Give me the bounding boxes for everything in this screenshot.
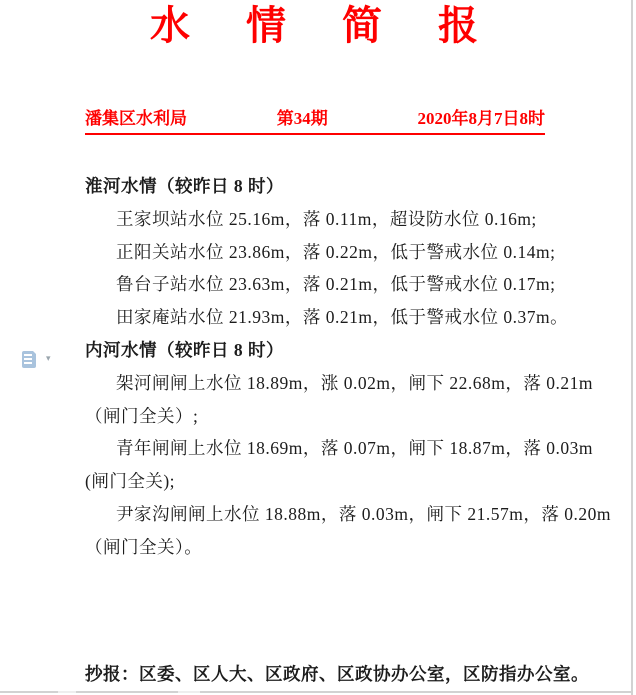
masthead [85, 108, 545, 135]
margin-marker-button[interactable] [22, 351, 58, 373]
body-line: （闸门全关）。 [85, 536, 203, 557]
body-line: 正阳关站水位 23.86m，落 0.22m，低于警戒水位 0.14m; [116, 241, 556, 262]
chevron-down-icon[interactable]: ▾ [46, 354, 51, 364]
body-line: 青年闸闸上水位 18.69m，落 0.07m，闸下 18.87m，落 0.03m [116, 438, 593, 459]
body-line: （闸门全关）; [85, 405, 199, 426]
document-page-icon[interactable] [22, 351, 36, 368]
masthead-datetime: 2020年8月7日8时 [417, 109, 545, 128]
body-line: 田家庵站水位 21.93m，落 0.21m，低于警戒水位 0.37m。 [116, 307, 569, 328]
body-line: 架河闸闸上水位 18.89m，涨 0.02m，闸下 22.68m，落 0.21m [116, 372, 593, 393]
body-line: 王家坝站水位 25.16m，落 0.11m，超设防水位 0.16m; [116, 208, 537, 229]
edge-segment [58, 691, 76, 693]
page-title: 水 情 简 报 [150, 3, 486, 48]
masthead-issue-number: 第34期 [276, 109, 328, 128]
report-body [85, 170, 611, 564]
body-line: (闸门全关); [85, 471, 176, 492]
body-line: 鲁台子站水位 23.63m，落 0.21m，低于警戒水位 0.17m; [116, 274, 556, 295]
section-heading: 内河水情（较昨日 8 时） [85, 339, 284, 360]
edge-segment [178, 691, 200, 693]
masthead-agency: 潘集区水利局 [85, 109, 187, 128]
page-bottom-edge [0, 691, 633, 693]
page-right-edge [631, 0, 633, 695]
body-line: 尹家沟闸闸上水位 18.88m，落 0.03m，闸下 21.57m，落 0.20m [116, 503, 611, 524]
distribution-line: 抄报：区委、区人大、区政府、区政协办公室，区防指办公室。 [85, 664, 589, 684]
section-heading: 淮河水情（较昨日 8 时） [85, 176, 284, 196]
